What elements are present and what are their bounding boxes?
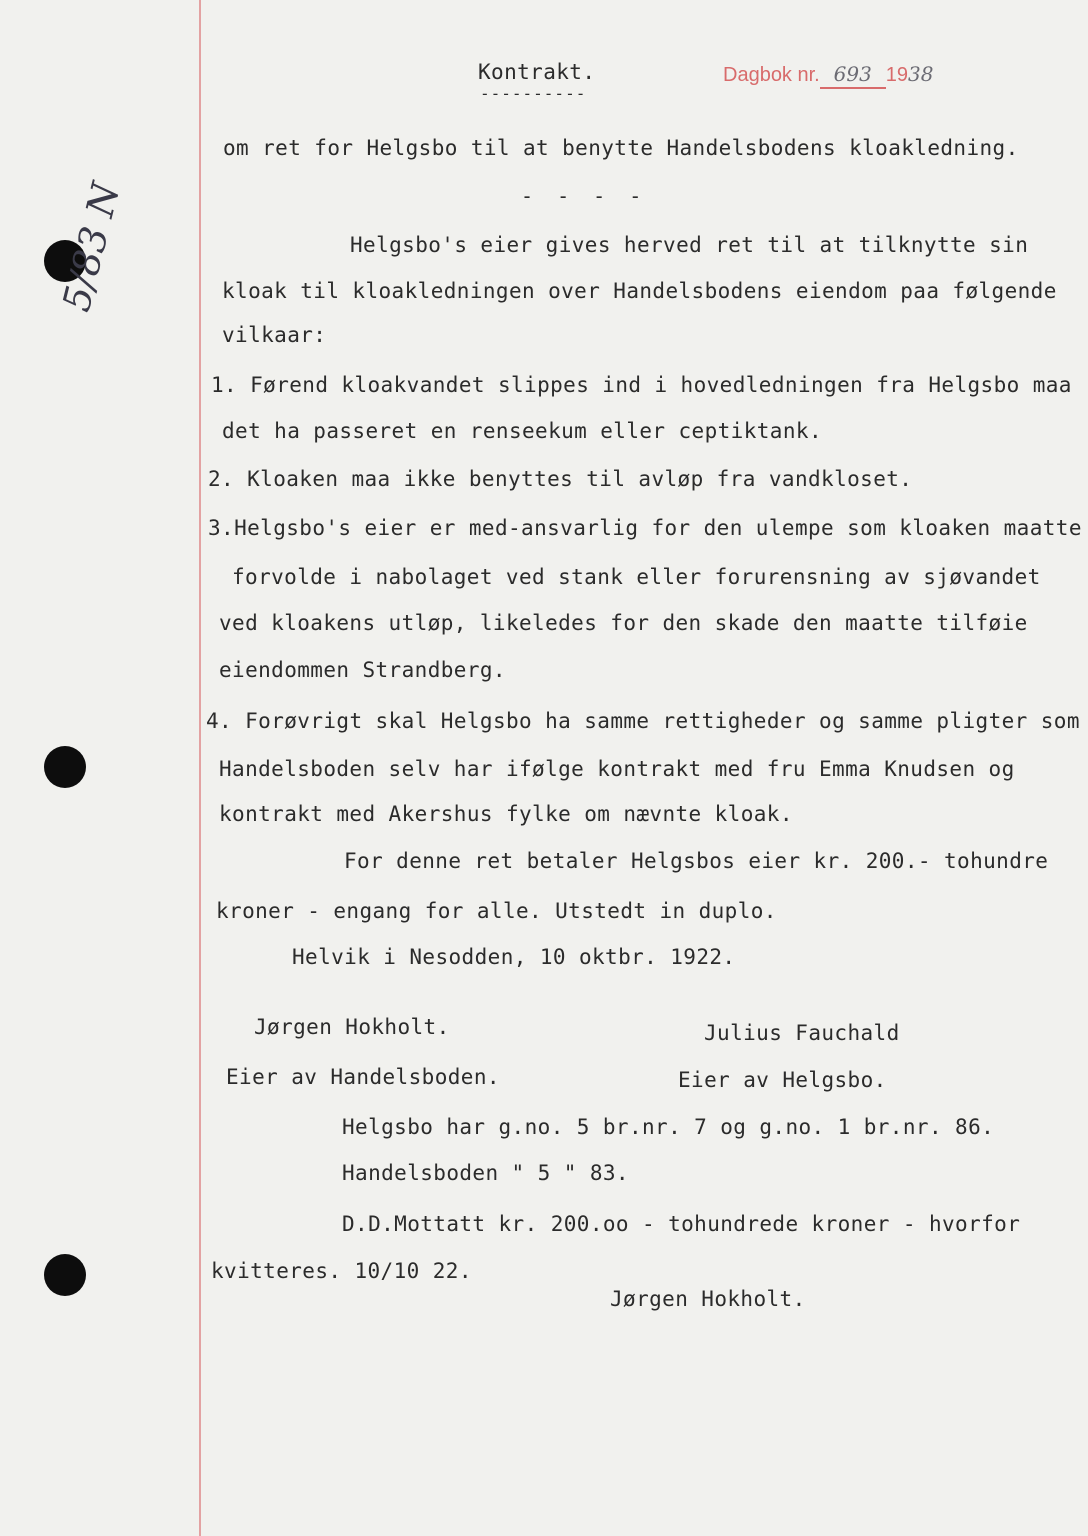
dagbok-stamp [723, 62, 933, 89]
separator: - - - - [521, 184, 648, 208]
margin-line [199, 0, 201, 1536]
body-line: ved kloakens utløp, likeledes for den skade den maatte tilføie [219, 611, 1028, 635]
signature-left-role: Eier av Handelsboden. [226, 1065, 500, 1089]
property-line: Handelsboden " 5 " 83. [342, 1161, 629, 1185]
year-prefix: 19 [885, 64, 908, 86]
signature-left-name: Jørgen Hokholt. [254, 1015, 450, 1039]
place-date: Helvik i Nesodden, 10 oktbr. 1922. [292, 945, 736, 969]
body-line: det ha passeret en renseekum eller ceptiktank. [222, 419, 822, 443]
dagbok-number: 693 [833, 62, 872, 86]
contract-subtitle: om ret for Helgsbo til at benytte Handelsbodens kloakledning. [223, 136, 1019, 160]
punch-hole-bottom [44, 1254, 86, 1296]
document-title: Kontrakt. [478, 60, 596, 84]
clause-2: 2. Kloaken maa ikke benyttes til avløp fra vandkloset. [208, 467, 913, 491]
body-line: eiendommen Strandberg. [219, 658, 506, 682]
body-line: forvolde i nabolaget ved stank eller forurensning av sjøvandet [232, 565, 1041, 589]
clause-4: 4. Forøvrigt skal Helgsbo ha samme rettigheder og samme pligter som [206, 709, 1080, 733]
receipt-line: kvitteres. 10/10 22. [211, 1259, 472, 1283]
body-line: Handelsboden selv har ifølge kontrakt med fru Emma Knudsen og [219, 757, 1015, 781]
margin-note: 5/83 N [54, 178, 129, 316]
body-line: Helgsbo's eier gives herved ret til at tilknytte sin [350, 233, 1029, 257]
clause-1: 1. Førend kloakvandet slippes ind i hovedledningen fra Helgsbo maa [211, 373, 1072, 397]
payment-line: For denne ret betaler Helgsbos eier kr. 200.- tohundre [344, 849, 1049, 873]
receipt-signer: Jørgen Hokholt. [610, 1287, 806, 1311]
dagbok-label: Dagbok nr. [723, 64, 820, 86]
body-line: kontrakt med Akershus fylke om nævnte kloak. [219, 802, 793, 826]
receipt-line: D.D.Mottatt kr. 200.oo - tohundrede kroner - hvorfor [342, 1212, 1021, 1236]
body-line: kroner - engang for alle. Utstedt in duplo. [216, 899, 777, 923]
signature-right-role: Eier av Helgsbo. [678, 1068, 887, 1092]
punch-hole-middle [44, 746, 86, 788]
year-suffix: 38 [907, 62, 934, 86]
signature-right-name: Julius Fauchald [704, 1021, 900, 1045]
body-line: vilkaar: [222, 323, 327, 347]
title-underline: ---------- [480, 84, 587, 103]
property-line: Helgsbo har g.no. 5 br.nr. 7 og g.no. 1 br.nr. 86. [342, 1115, 995, 1139]
body-line: kloak til kloakledningen over Handelsbodens eiendom paa følgende [222, 279, 1057, 303]
clause-3: 3.Helgsbo's eier er med-ansvarlig for den ulempe som kloaken maatte [208, 516, 1082, 540]
